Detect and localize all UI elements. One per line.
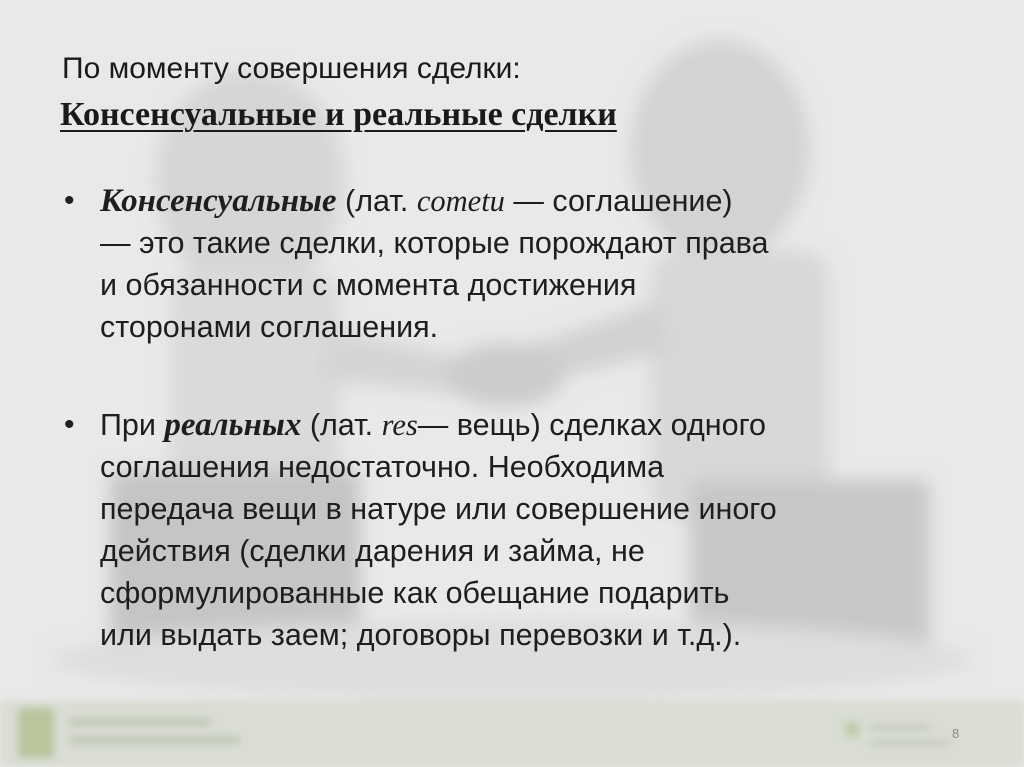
bullet-marker: • [64, 184, 75, 217]
bullet-line: передача вещи в натуре или совершение иного [100, 492, 777, 526]
page-number: 8 [952, 726, 960, 741]
latin-translation: — соглашение) [504, 184, 733, 218]
bullet-marker: • [64, 408, 75, 441]
latin-word: res [381, 408, 418, 442]
bullet-line: сторонами соглашения. [100, 310, 439, 344]
latin-translation: — вещь) сделках одного [417, 408, 766, 442]
bullet-consensual [64, 180, 984, 348]
term-real: реальных [164, 407, 302, 443]
bullet-lead-text: При [100, 408, 165, 442]
bullet-first-line [100, 180, 984, 222]
bullet-line: или выдать заем; договоры перевозки и т.д.). [100, 618, 742, 652]
slide-subtitle: По моменту совершения сделки: [62, 52, 521, 85]
bullet-list [64, 180, 984, 656]
bullet-line: и обязанности с момента достижения [100, 268, 637, 302]
bullet-real [64, 404, 984, 656]
bullet-line: — это такие сделки, которые порождают права [100, 226, 769, 260]
bullet-line: соглашения недостаточно. Необходима [100, 450, 665, 484]
term-consensual: Консенсуальные [100, 183, 337, 219]
slide-title: Консенсуальные и реальные сделки [60, 96, 617, 133]
bullet-line: сформулированные как обещание подарить [100, 576, 730, 610]
latin-word: cometu [416, 184, 505, 218]
bullet-line: действия (сделки дарения и займа, не [100, 534, 645, 568]
bullet-first-line [100, 404, 984, 446]
latin-prefix: (лат. [301, 408, 382, 442]
latin-prefix: (лат. [336, 184, 417, 218]
